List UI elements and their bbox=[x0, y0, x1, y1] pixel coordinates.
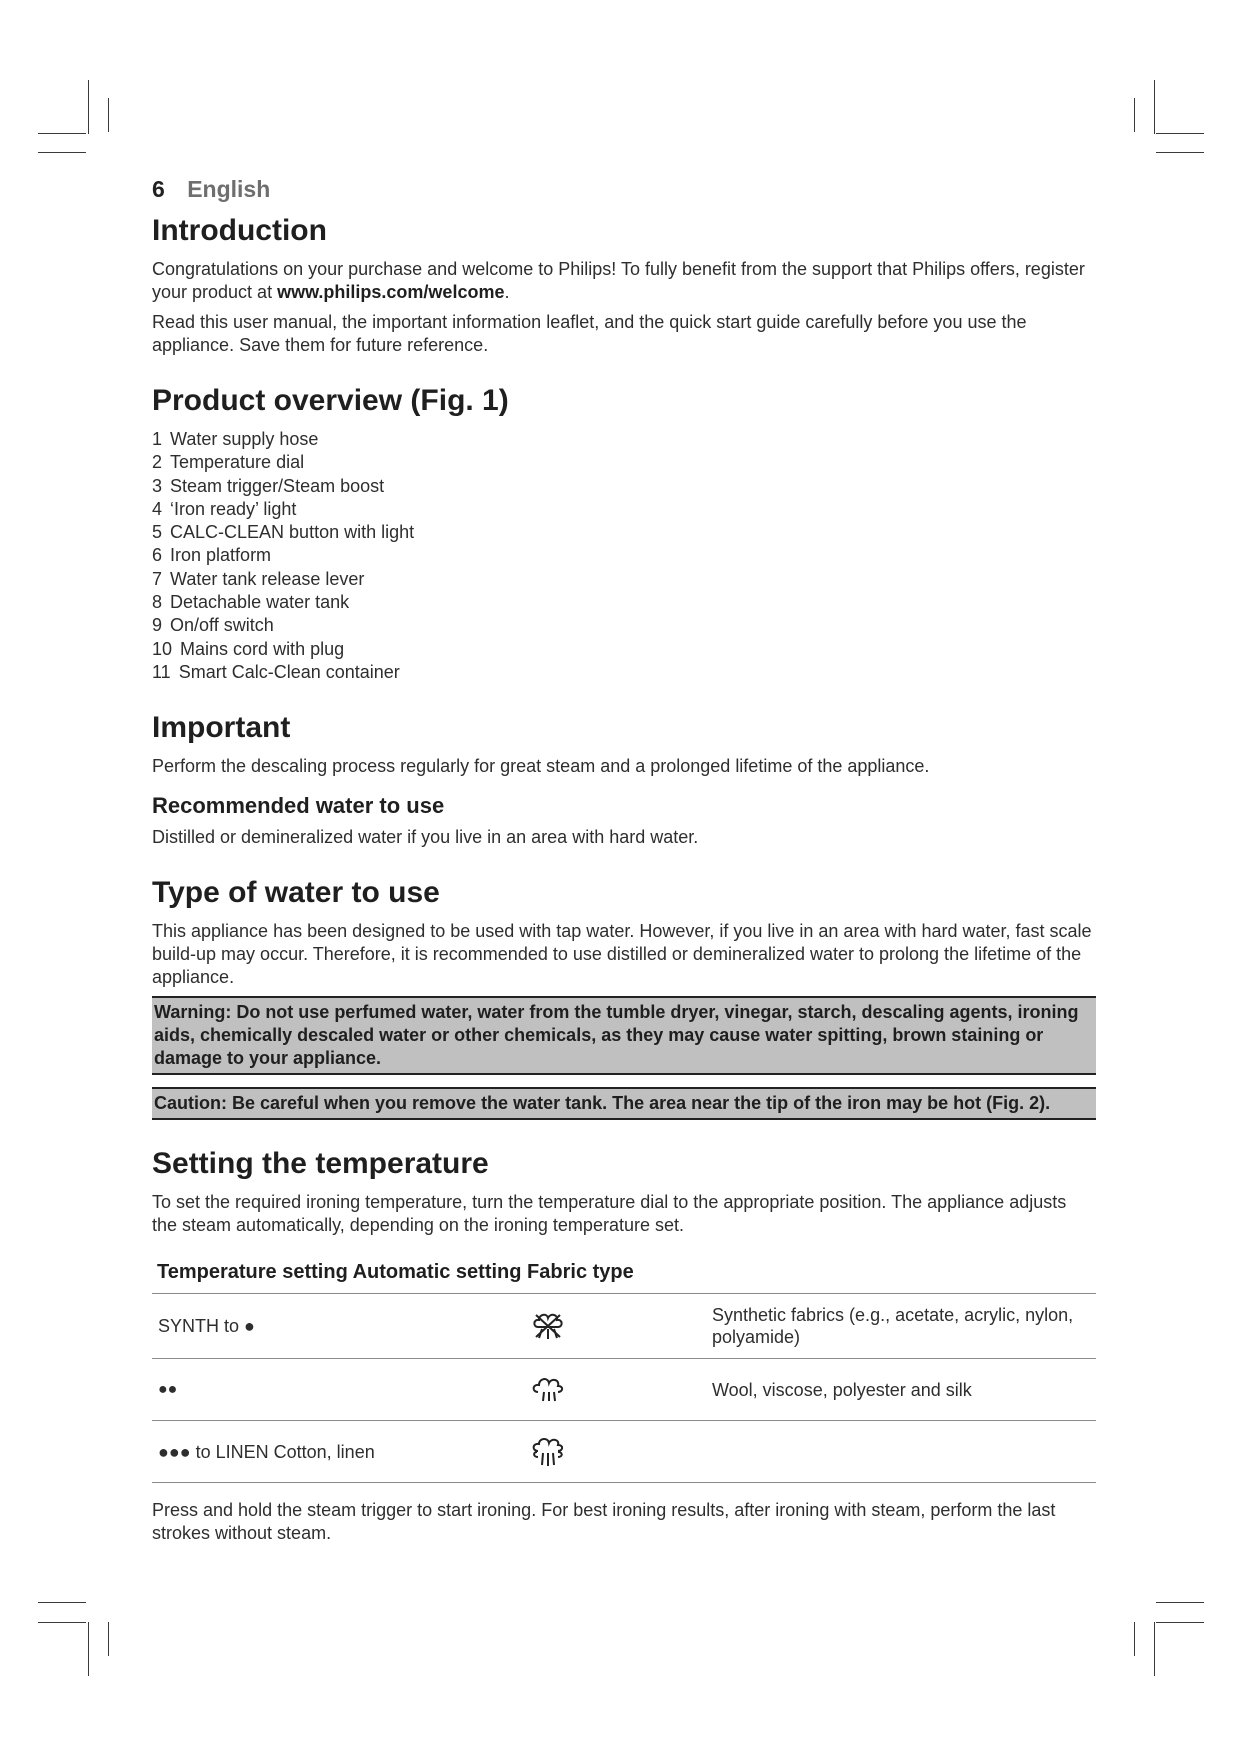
introduction-title: Introduction bbox=[152, 214, 327, 247]
product-overview-title: Product overview (Fig. 1) bbox=[152, 384, 509, 417]
recommended-water-text: Distilled or demineralized water if you live in an area with hard water. bbox=[152, 827, 699, 848]
warning-box: Warning: Do not use perfumed water, water from the tumble dryer, vinegar, starch, descaling agents, ironing aids, chemically descaled water or other chemicals, as they may cause water spitting, brown staining or damage to your appliance. bbox=[152, 996, 1096, 1075]
introduction-paragraph-2: Read this user manual, the important information leaflet, and the quick start guide carefully before you use the appliance. Save them for future reference. bbox=[152, 312, 1027, 355]
list-item-number: 9 bbox=[152, 615, 163, 636]
crop-mark bbox=[88, 80, 89, 134]
crop-mark bbox=[38, 1622, 86, 1623]
high-steam-icon bbox=[530, 1436, 566, 1468]
crop-mark bbox=[1156, 1622, 1204, 1623]
recommended-water-title: Recommended water to use bbox=[152, 793, 445, 819]
fabric-type-cell bbox=[706, 1421, 1096, 1483]
important-section bbox=[152, 710, 1096, 849]
list-item-number: 10 bbox=[152, 638, 173, 659]
temperature-table-header: Temperature setting Automatic setting Fabric type bbox=[157, 1261, 634, 1284]
low-steam-icon bbox=[530, 1375, 566, 1405]
temperature-setting-cell: ●● bbox=[152, 1359, 524, 1421]
crop-mark bbox=[1134, 1622, 1135, 1656]
crop-mark bbox=[38, 133, 86, 134]
caution-box: Caution: Be careful when you remove the water tank. The area near the tip of the iron may be hot (Fig. 2). bbox=[152, 1087, 1096, 1120]
crop-mark bbox=[108, 1622, 109, 1656]
crop-mark bbox=[1156, 1602, 1204, 1603]
automatic-setting-cell bbox=[524, 1294, 706, 1359]
list-item bbox=[152, 475, 1096, 498]
table-row bbox=[152, 1359, 1096, 1421]
list-item-number: 1 bbox=[152, 429, 163, 449]
list-item-number: 4 bbox=[152, 498, 163, 519]
table-row bbox=[152, 1294, 1096, 1359]
list-item bbox=[152, 591, 1096, 614]
list-item-number: 5 bbox=[152, 522, 163, 543]
list-item-label: Temperature dial bbox=[170, 452, 305, 473]
list-item-number: 6 bbox=[152, 545, 163, 566]
temperature-title: Setting the temperature bbox=[152, 1147, 489, 1181]
crop-mark bbox=[108, 98, 109, 132]
list-item bbox=[152, 661, 1096, 684]
important-title: Important bbox=[152, 711, 291, 745]
crop-mark bbox=[38, 152, 86, 153]
water-type-title: Type of water to use bbox=[152, 876, 440, 910]
list-item-number: 3 bbox=[152, 475, 163, 496]
list-item-label: ‘Iron ready’ light bbox=[170, 498, 297, 519]
philips-welcome-link[interactable]: www.philips.com/welcome bbox=[277, 282, 505, 302]
temperature-text: To set the required ironing temperature, turn the temperature dial to the appropriate position. The appliance adjusts the steam automatically, depending on the ironing temperature set. bbox=[152, 1192, 1067, 1236]
crop-mark bbox=[38, 1602, 86, 1603]
temperature-setting-cell: SYNTH to ● bbox=[152, 1294, 524, 1359]
list-item-number: 11 bbox=[152, 661, 171, 682]
temperature-table bbox=[152, 1293, 1096, 1483]
introduction-text-end: . bbox=[504, 282, 510, 302]
list-item-label: On/off switch bbox=[170, 615, 274, 636]
list-item-number: 2 bbox=[152, 452, 163, 473]
table-row bbox=[152, 1421, 1096, 1483]
list-item-label: CALC-CLEAN button with light bbox=[170, 522, 415, 543]
list-item bbox=[152, 614, 1096, 637]
list-item-number: 7 bbox=[152, 568, 163, 589]
temperature-section bbox=[152, 1146, 1096, 1545]
automatic-setting-cell bbox=[524, 1359, 706, 1421]
page-content bbox=[152, 176, 1096, 1552]
water-type-text: This appliance has been designed to be used with tap water. However, if you live in an area with hard water, fast scale build-up may occur. Therefore, it is recommended to use distilled or demineralized water to prolong the lifetime of the appliance. bbox=[152, 921, 1092, 988]
introduction-paragraph bbox=[152, 258, 1096, 304]
fabric-type-cell: Synthetic fabrics (e.g., acetate, acrylic, nylon, polyamide) bbox=[706, 1294, 1096, 1359]
list-item bbox=[152, 498, 1096, 521]
list-item-label: Steam trigger/Steam boost bbox=[170, 475, 385, 496]
list-item bbox=[152, 428, 1096, 451]
no-steam-icon bbox=[530, 1311, 566, 1341]
introduction-text: Congratulations on your purchase and welcome to Philips! To fully benefit from the support that Philips offers, register your product at bbox=[152, 259, 1085, 302]
product-overview-list bbox=[152, 428, 1096, 684]
page-number: 6 bbox=[152, 176, 165, 202]
page-header bbox=[152, 176, 1096, 203]
list-item bbox=[152, 451, 1096, 474]
crop-mark bbox=[1154, 1622, 1155, 1676]
list-item bbox=[152, 638, 1096, 661]
list-item bbox=[152, 521, 1096, 544]
crop-mark bbox=[1154, 80, 1155, 134]
list-item-label: Smart Calc-Clean container bbox=[178, 661, 400, 682]
crop-mark bbox=[1134, 98, 1135, 132]
important-text: Perform the descaling process regularly for great steam and a prolonged lifetime of the appliance. bbox=[152, 756, 930, 777]
crop-mark bbox=[1156, 152, 1204, 153]
list-item-label: Water tank release lever bbox=[170, 568, 365, 589]
crop-mark bbox=[1156, 133, 1204, 134]
list-item-label: Iron platform bbox=[170, 545, 272, 566]
page-language: English bbox=[187, 176, 271, 202]
temperature-footer-text: Press and hold the steam trigger to start ironing. For best ironing results, after ironing with steam, perform the last strokes without steam. bbox=[152, 1500, 1056, 1544]
temperature-setting-cell: ●●● to LINEN Cotton, linen bbox=[152, 1421, 524, 1483]
water-type-section bbox=[152, 875, 1096, 1120]
list-item-label: Detachable water tank bbox=[170, 592, 350, 613]
list-item bbox=[152, 568, 1096, 591]
introduction-section bbox=[152, 213, 1096, 357]
list-item-number: 8 bbox=[152, 592, 163, 613]
fabric-type-cell: Wool, viscose, polyester and silk bbox=[706, 1359, 1096, 1421]
automatic-setting-cell bbox=[524, 1421, 706, 1483]
list-item bbox=[152, 544, 1096, 567]
crop-mark bbox=[88, 1622, 89, 1676]
list-item-label: Mains cord with plug bbox=[180, 638, 345, 659]
list-item-label: Water supply hose bbox=[170, 429, 319, 449]
product-overview-section bbox=[152, 383, 1096, 684]
